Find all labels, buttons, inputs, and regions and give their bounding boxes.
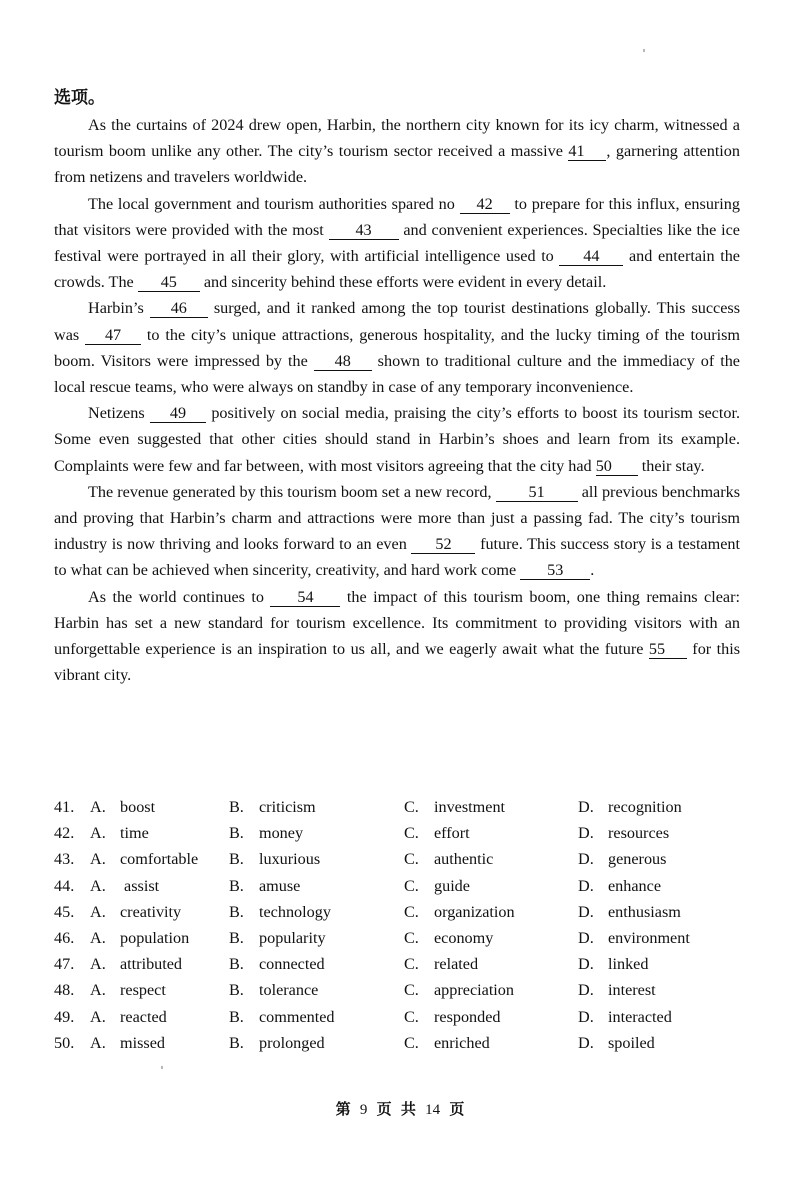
section-heading: 选项。	[54, 88, 105, 108]
question-row	[54, 977, 754, 1003]
blank-52: 52	[411, 536, 475, 554]
blank-43: 43	[329, 222, 399, 240]
option-d: D. enthusiasm	[578, 902, 681, 921]
blank-42: 42	[460, 196, 510, 214]
option-a: A. missed	[90, 1033, 165, 1052]
blank-49: 49	[150, 405, 206, 423]
question-row	[54, 1030, 754, 1056]
passage-text: all previous benchmarks and proving that Harbin’s charm and attractions were more than just a passing fad. The city’s tourism industry is now thriving and looks forward to an even	[54, 482, 741, 554]
option-d: D. spoiled	[578, 1033, 655, 1052]
option-d: D. environment	[578, 928, 690, 947]
option-c: C. economy	[404, 928, 494, 947]
paragraph-4	[54, 400, 740, 479]
blank-53: 53	[520, 562, 590, 580]
question-row	[54, 794, 754, 820]
question-number: 45.	[54, 902, 75, 921]
passage-text: surged, and it ranked among the top tourist destinations globally. This success was	[54, 299, 740, 344]
question-row	[54, 951, 754, 977]
question-row	[54, 873, 754, 899]
passage-text: the impact of this tourism boom, one thing remains clear: Harbin has set a new standard for tourism excellence. Its commitment to providing visitors with an unforgettable experience is an inspiration to us all, and we eagerly await what the future	[54, 587, 740, 659]
passage-text: to the city’s unique attractions, generous hospitality, and the lucky timing of the tourism boom. Visitors were impressed by the	[54, 325, 740, 370]
blank-47: 47	[85, 327, 141, 345]
scan-speck	[161, 1066, 163, 1069]
question-number: 44.	[54, 876, 75, 895]
option-a: A. respect	[90, 981, 166, 1000]
passage-text: The revenue generated by this tourism boom set a new record,	[88, 482, 496, 501]
passage-text: and entertain the crowds. The	[54, 247, 740, 292]
question-row	[54, 1004, 754, 1030]
option-c: C. effort	[404, 824, 470, 843]
option-c: C. responded	[404, 1007, 501, 1026]
cloze-passage	[54, 112, 740, 688]
blank-41: 41	[568, 143, 606, 161]
option-b: B. amuse	[229, 876, 301, 895]
option-d: D. resources	[578, 824, 670, 843]
paragraph-3	[54, 295, 740, 400]
passage-text: to prepare for this influx, ensuring that visitors were provided with the most	[54, 194, 740, 239]
blank-54: 54	[270, 589, 340, 607]
option-a: A. assist	[90, 876, 160, 895]
option-a: A. attributed	[90, 955, 183, 974]
question-number: 42.	[54, 824, 75, 843]
blank-45: 45	[138, 274, 200, 292]
paragraph-1	[54, 112, 740, 191]
option-d: D. recognition	[578, 798, 682, 816]
option-b: B. tolerance	[229, 981, 319, 1000]
blank-46: 46	[150, 300, 208, 318]
option-b: B. technology	[229, 902, 331, 921]
question-row	[54, 846, 754, 872]
passage-text: their stay.	[637, 456, 705, 475]
option-b: B. money	[229, 824, 304, 843]
option-c: C. guide	[404, 876, 470, 895]
option-c: C. enriched	[404, 1033, 490, 1052]
option-a: A. time	[90, 824, 149, 843]
passage-text: As the curtains of 2024 drew open, Harbin, the northern city known for its icy charm, witnessed a tourism boom unlike any other. The city’s tourism sector received a massive	[54, 116, 740, 161]
answer-options	[54, 794, 754, 1056]
question-row	[54, 925, 754, 951]
passage-text: for this vibrant city.	[54, 640, 740, 685]
paragraph-5	[54, 479, 740, 584]
question-row	[54, 820, 754, 846]
blank-51: 51	[496, 484, 578, 502]
passage-text: and convenient experiences. Specialties like the ice festival were portrayed in all their glory, with artificial intelligence used to	[54, 220, 740, 266]
option-a: A. creativity	[90, 902, 182, 921]
question-number: 47.	[54, 955, 75, 974]
passage-text: As the world continues to	[88, 587, 271, 606]
option-c: C. appreciation	[404, 981, 514, 1000]
passage-text: , garnering attention from netizens and travelers worldwide.	[54, 142, 740, 187]
blank-50: 50	[596, 458, 638, 476]
option-b: B. prolonged	[229, 1033, 325, 1052]
option-a: A. boost	[90, 798, 156, 816]
question-number: 41.	[54, 798, 75, 816]
passage-text: Netizens	[88, 404, 150, 423]
option-d: D. linked	[578, 955, 649, 974]
paragraph-2	[54, 191, 740, 296]
passage-text: The local government and tourism authorities spared no	[88, 194, 460, 213]
option-d: D. interest	[578, 981, 656, 1000]
passage-text: and sincerity behind these efforts were evident in every detail.	[199, 273, 607, 292]
question-number: 46.	[54, 928, 75, 947]
option-d: D. enhance	[578, 876, 662, 895]
passage-text: shown to traditional culture and the immediacy of the local rescue teams, who were always on standby in case of any temporary inconvenience.	[54, 351, 740, 397]
passage-text: positively on social media, praising the city’s efforts to boost its tourism sector. Some even suggested that other cities should stand in Harbin’s shoes and learn from its example. Complaints were few and far between, with most visitors agreeing that the city had	[54, 404, 740, 475]
question-number: 49.	[54, 1007, 75, 1026]
option-b: B. criticism	[229, 798, 316, 816]
question-row	[54, 899, 754, 925]
option-c: C. investment	[404, 798, 506, 816]
option-d: D. generous	[578, 850, 667, 869]
paragraph-6	[54, 584, 740, 689]
option-a: A. population	[90, 928, 190, 947]
question-number: 43.	[54, 850, 75, 869]
question-number: 50.	[54, 1033, 75, 1052]
blank-55: 55	[649, 641, 687, 659]
option-b: B. connected	[229, 955, 325, 974]
scan-speck	[643, 49, 645, 52]
passage-text: .	[590, 561, 595, 580]
option-c: C. authentic	[404, 850, 494, 869]
current-page-number: 9	[359, 1102, 368, 1118]
option-a: A. reacted	[90, 1007, 167, 1026]
option-d: D. interacted	[578, 1007, 672, 1026]
passage-text: future. This success story is a testament to what can be achieved when sincerity, creativity, and hard work come	[54, 535, 740, 580]
option-b: B. popularity	[229, 928, 326, 947]
blank-44: 44	[559, 248, 623, 266]
total-pages: 14	[425, 1102, 441, 1118]
option-c: C. organization	[404, 902, 515, 921]
option-c: C. related	[404, 955, 479, 974]
question-number: 48.	[54, 981, 75, 1000]
option-b: B. commented	[229, 1007, 335, 1026]
option-a: A. comfortable	[90, 850, 199, 869]
passage-text: Harbin’s	[88, 299, 150, 318]
option-b: B. luxurious	[229, 850, 321, 869]
page-footer: 第 9 页 共 14 页	[335, 1100, 465, 1118]
blank-48: 48	[314, 353, 372, 371]
